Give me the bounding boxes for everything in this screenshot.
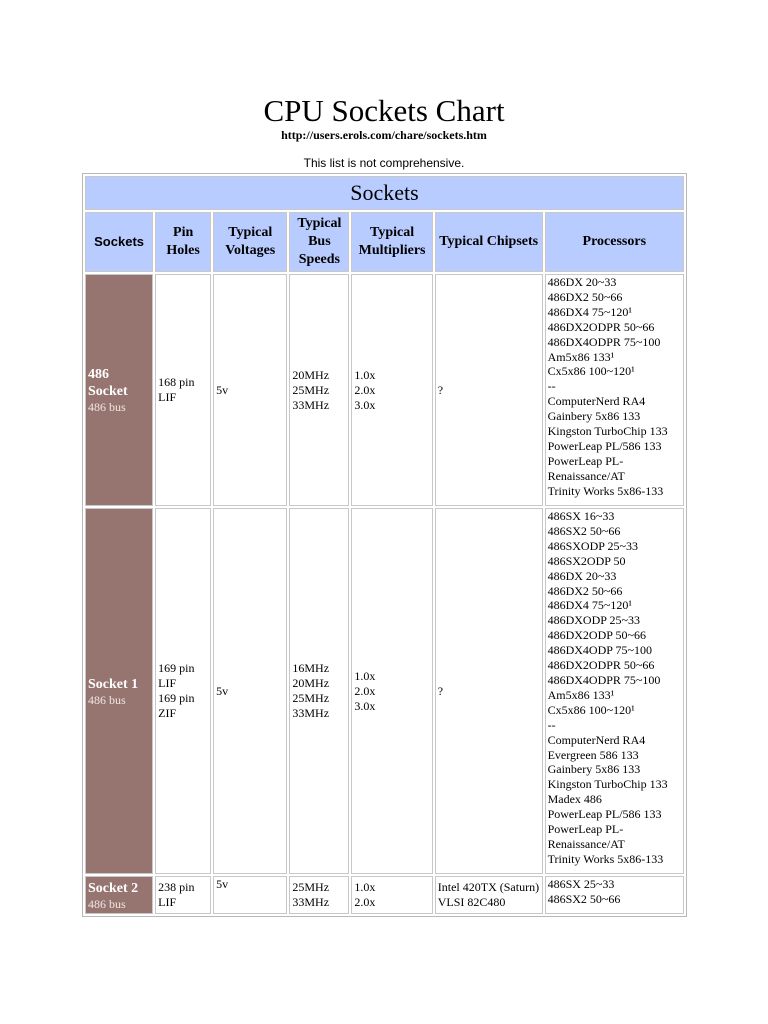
pin-holes-cell: 238 pin LIF (155, 876, 211, 914)
processor-entry: Renaissance/AT (547, 836, 625, 851)
processor-entry: Trinity Works 5x86-133 (547, 851, 664, 866)
processor-entry: PowerLeap PL- (547, 822, 624, 837)
processor-entry: PowerLeap PL/586 133 (547, 438, 662, 453)
processor-entry: 486DX4 75~120¹ (547, 598, 632, 613)
socket-bus: 486 bus (88, 692, 126, 707)
header-voltages: Typical Voltages (213, 212, 287, 272)
processor-entry: 486SX2 50~66 (547, 523, 621, 538)
processors-cell (545, 876, 684, 914)
chipsets-cell: ? (435, 508, 543, 874)
processor-entry: 486DX4ODPR 75~100 (547, 334, 661, 349)
processor-entry: Kingston TurboChip 133 (547, 777, 668, 792)
processor-entry: -- (547, 379, 556, 394)
socket-name-cell (85, 274, 153, 506)
bus-speeds-cell: 16MHz 20MHz 25MHz 33MHz (289, 508, 349, 874)
processor-entry: 486DX4ODPR 75~100 (547, 672, 661, 687)
chipsets-cell: ? (435, 274, 543, 506)
processor-entry: 486DX 20~33 (547, 275, 617, 289)
processor-entry: Cx5x86 100~120¹ (547, 364, 635, 379)
processor-entry: -- (547, 717, 556, 732)
processor-entry: Am5x86 133¹ (547, 349, 615, 364)
bus-speeds-cell: 20MHz 25MHz 33MHz (289, 274, 349, 506)
processor-entry: 486SX2ODP 50 (547, 553, 626, 568)
processor-entry: 486SX 16~33 (547, 509, 615, 523)
pin-holes-cell: 169 pin LIF 169 pin ZIF (155, 508, 211, 874)
sockets-table (82, 173, 687, 917)
page-title: CPU Sockets Chart (263, 93, 505, 128)
multipliers-cell: 1.0x 2.0x 3.0x (351, 274, 432, 506)
chipsets-cell: Intel 420TX (Saturn) VLSI 82C480 (435, 876, 543, 914)
multipliers-cell: 1.0x 2.0x (351, 876, 432, 914)
processor-entry: 486DX 20~33 (547, 568, 617, 583)
source-url: http://users.erols.com/chare/sockets.htm (281, 128, 487, 142)
processor-entry: 486DXODP 25~33 (547, 613, 640, 628)
processor-entry: 486DX2 50~66 (547, 289, 623, 304)
processor-entry: Am5x86 133¹ (547, 687, 615, 702)
processor-entry: Evergreen 586 133 (547, 747, 639, 762)
processor-entry: 486SXODP 25~33 (547, 538, 638, 553)
table-caption: Sockets (85, 176, 684, 210)
processor-entry: ComputerNerd RA4 (547, 394, 646, 409)
processor-entry: 486SX2 50~66 (547, 891, 621, 906)
header-pin-holes: Pin Holes (155, 212, 211, 272)
socket-bus: 486 bus (88, 400, 126, 414)
processor-entry: Renaissance/AT (547, 468, 625, 483)
header-multipliers: Typical Multipliers (351, 212, 432, 272)
processor-entry: ComputerNerd RA4 (547, 732, 646, 747)
processor-entry: Cx5x86 100~120¹ (547, 702, 635, 717)
header-chipsets: Typical Chipsets (435, 212, 543, 272)
processor-entry: Gainbery 5x86 133 (547, 409, 641, 424)
voltage-cell: 5v (213, 508, 287, 874)
processor-entry: PowerLeap PL- (547, 453, 624, 468)
processor-entry: Madex 486 (547, 792, 602, 807)
table-row (85, 508, 684, 874)
processor-entry: 486DX4ODP 75~100 (547, 643, 652, 658)
processor-entry: PowerLeap PL/586 133 (547, 807, 662, 822)
multipliers-cell: 1.0x 2.0x 3.0x (351, 508, 432, 874)
processor-entry: Trinity Works 5x86-133 (547, 483, 664, 498)
socket-name: 486 Socket (88, 367, 128, 399)
bus-speeds-cell: 25MHz 33MHz (289, 876, 349, 914)
header-processors: Processors (545, 212, 684, 272)
processor-entry: 486DX2ODP 50~66 (547, 628, 646, 643)
processor-entry: 486DX2ODPR 50~66 (547, 319, 655, 334)
socket-bus: 486 bus (88, 896, 126, 911)
voltage-cell: 5v (213, 876, 287, 914)
socket-name-cell (85, 876, 153, 914)
processors-cell (545, 274, 684, 506)
voltage-cell: 5v (213, 274, 287, 506)
processor-entry: 486DX2ODPR 50~66 (547, 658, 655, 673)
socket-name: Socket 2 (88, 880, 139, 896)
socket-name: Socket 1 (88, 676, 139, 692)
processor-entry: 486SX 25~33 (547, 877, 615, 891)
processor-entry: 486DX2 50~66 (547, 583, 623, 598)
socket-name-cell (85, 508, 153, 874)
header-bus-speeds: Typical Bus Speeds (289, 212, 349, 272)
disclaimer-note: This list is not comprehensive. (303, 156, 465, 170)
processor-entry: 486DX4 75~120¹ (547, 304, 632, 319)
table-row (85, 876, 684, 914)
header-sockets: Sockets (85, 212, 153, 272)
processors-cell (545, 508, 684, 874)
processor-entry: Kingston TurboChip 133 (547, 424, 668, 439)
table-row (85, 274, 684, 506)
processor-entry: Gainbery 5x86 133 (547, 762, 641, 777)
pin-holes-cell: 168 pin LIF (155, 274, 211, 506)
